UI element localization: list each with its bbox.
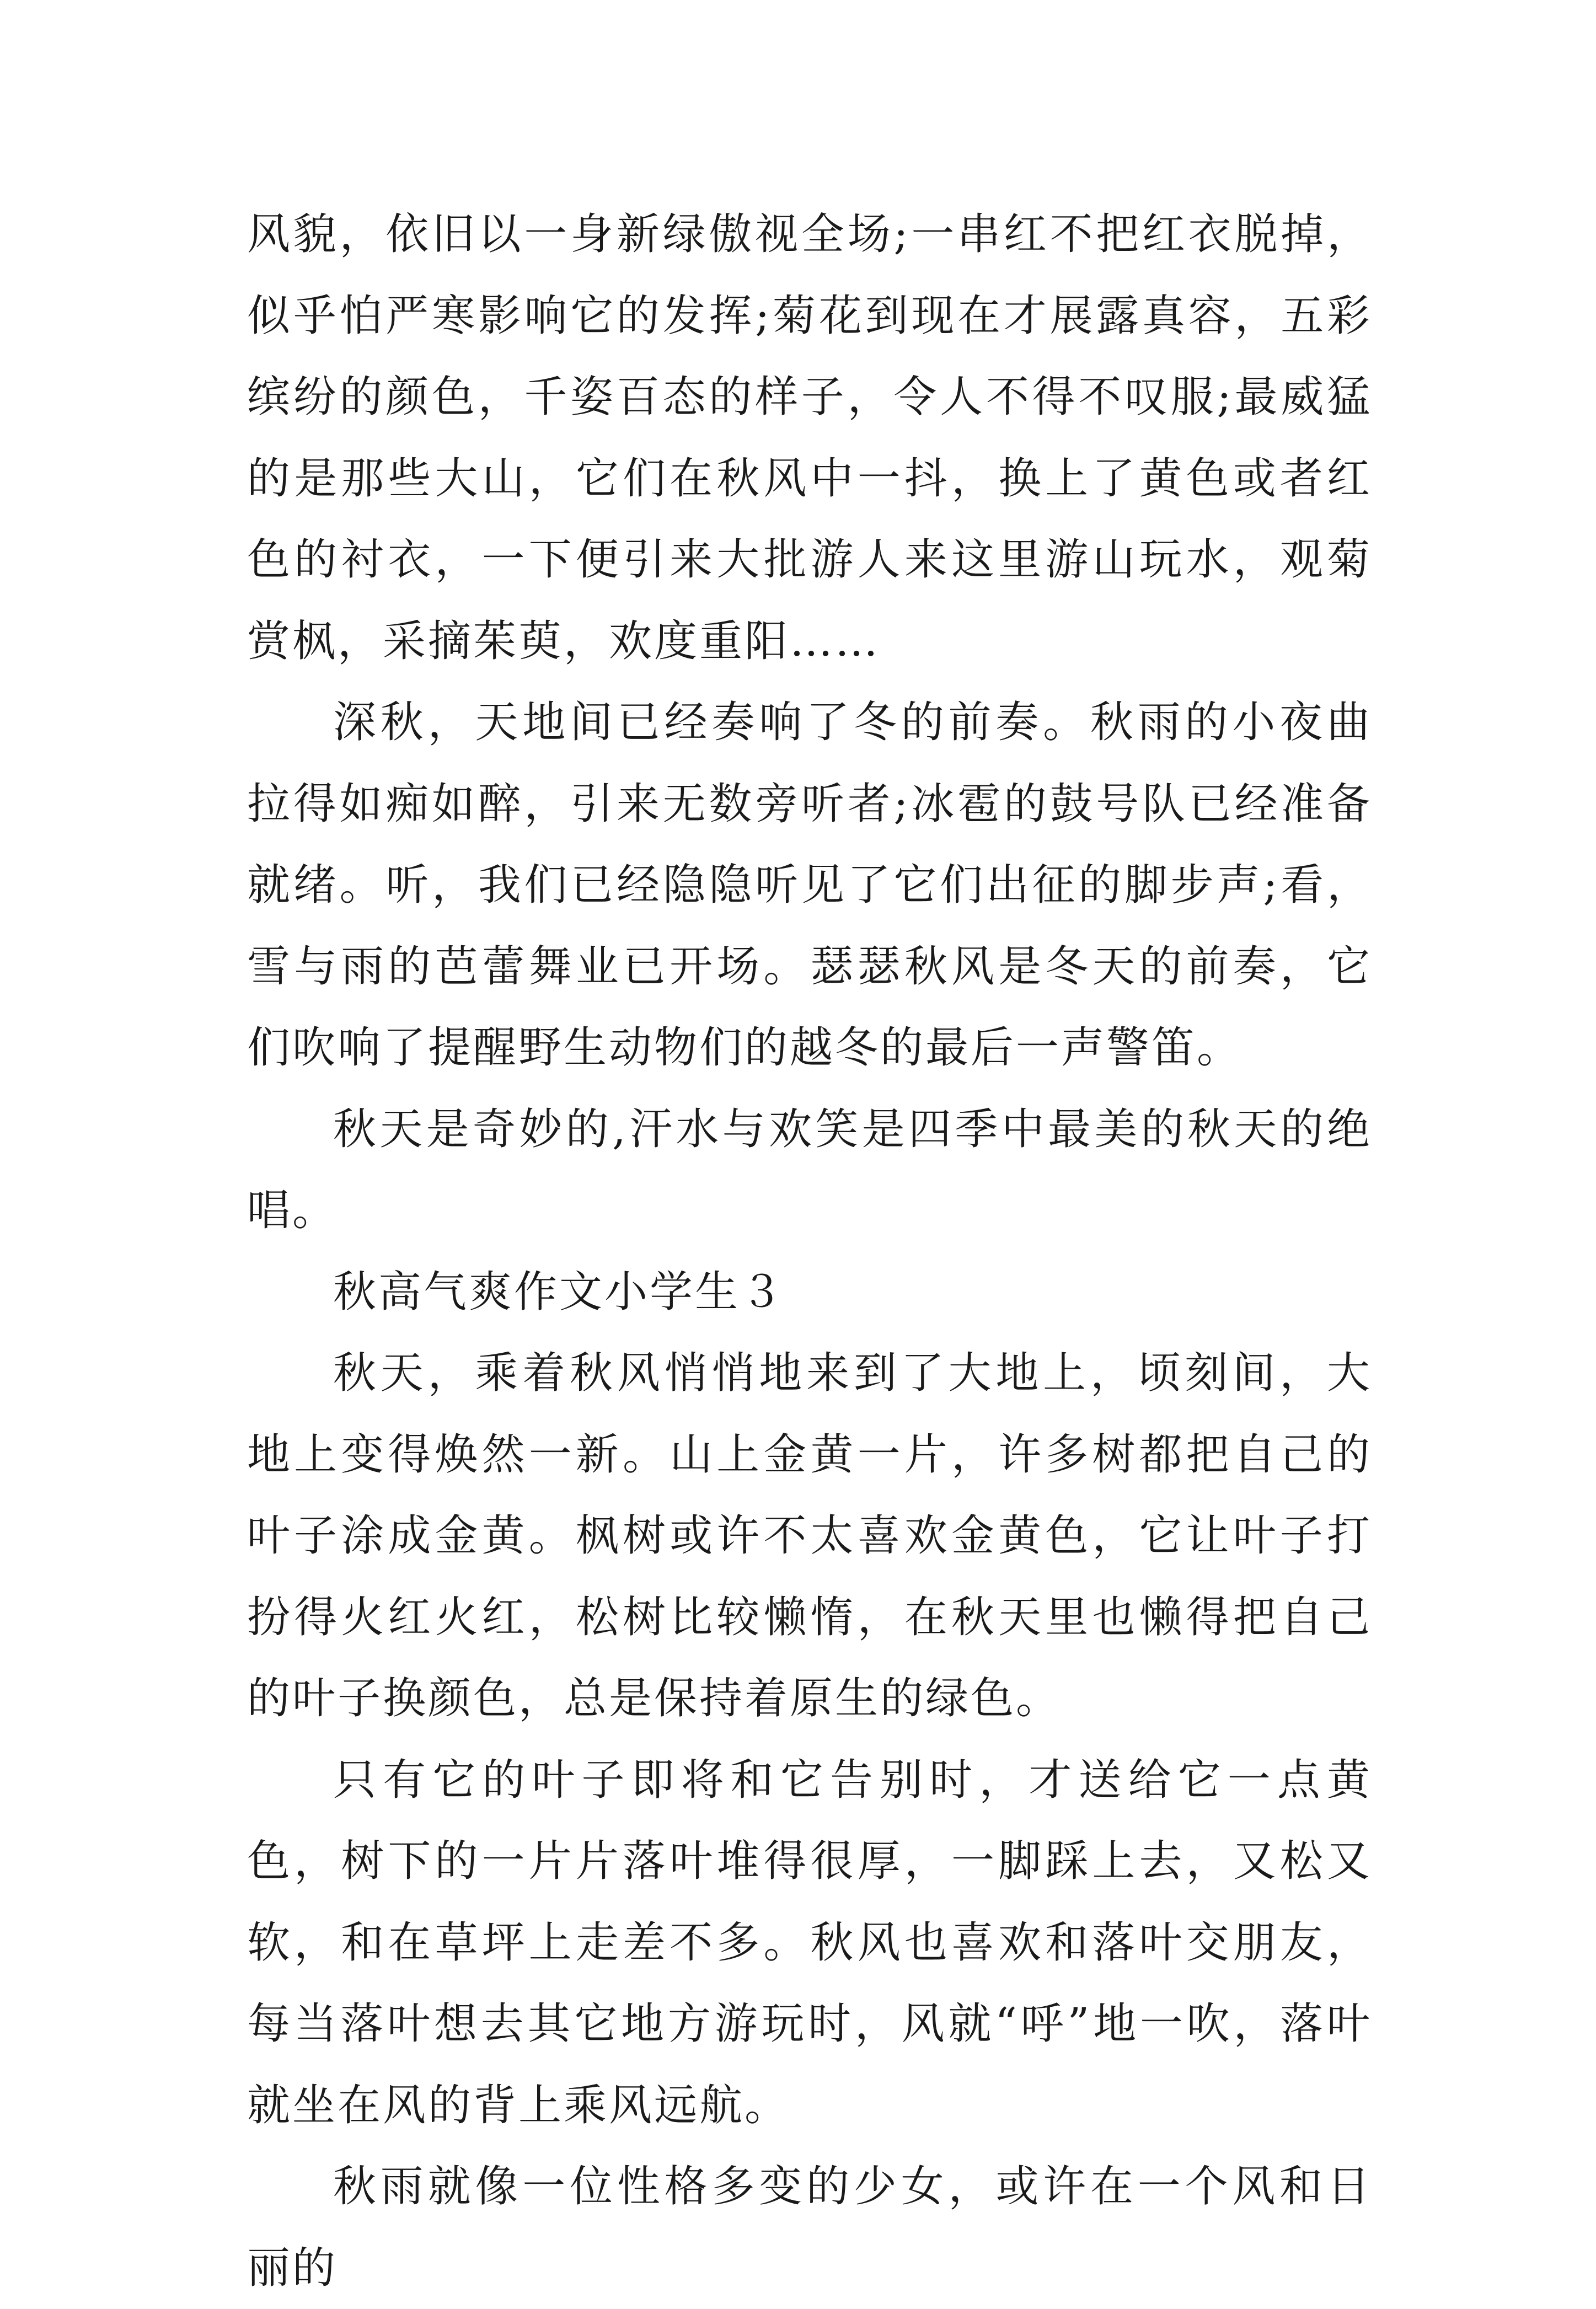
paragraph-5: 只有它的叶子即将和它告别时，才送给它一点黄色，树下的一片片落叶堆得很厚，一脚踩上去，又松又软，和在草坪上走差不多。秋风也喜欢和落叶交朋友，每当落叶想去其它地方游玩时，风就“呼”地一吹，落叶就坐在风的背上乘风远航。 bbox=[247, 1755, 1372, 2130]
document-body bbox=[247, 194, 1372, 2309]
paragraph-3: 秋天是奇妙的,汗水与欢笑是四季中最美的秋天的绝唱。 bbox=[247, 1104, 1372, 1235]
paragraph-2: 深秋，天地间已经奏响了冬的前奏。秋雨的小夜曲拉得如痴如醉，引来无数旁听者;冰雹的鼓号队已经准备就绪。听，我们已经隐隐听见了它们出征的脚步声;看，雪与雨的芭蕾舞业已开场。瑟瑟秋风是冬天的前奏，它们吹响了提醒野生动物们的越冬的最后一声警笛。 bbox=[247, 698, 1372, 1073]
paragraph-6: 秋雨就像一位性格多变的少女，或许在一个风和日丽的 bbox=[247, 2162, 1372, 2293]
paragraph-1: 风貌，依旧以一身新绿傲视全场;一串红不把红衣脱掉，似乎怕严寒影响它的发挥;菊花到现在才展露真容，五彩缤纷的颜色，千姿百态的样子，令人不得不叹服;最威猛的是那些大山，它们在秋风中一抖，换上了黄色或者红色的衬衣，一下便引来大批游人来这里游山玩水，观菊赏枫，采摘茱萸，欢度重阳…… bbox=[247, 210, 1372, 666]
section-heading: 秋高气爽作文小学生３ bbox=[333, 1267, 786, 1317]
paragraph-4: 秋天，乘着秋风悄悄地来到了大地上，顷刻间，大地上变得焕然一新。山上金黄一片，许多树都把自己的叶子涂成金黄。枫树或许不太喜欢金黄色，它让叶子打扮得火红火红，松树比较懒惰，在秋天里也懒得把自己的叶子换颜色，总是保持着原生的绿色。 bbox=[247, 1348, 1372, 1723]
